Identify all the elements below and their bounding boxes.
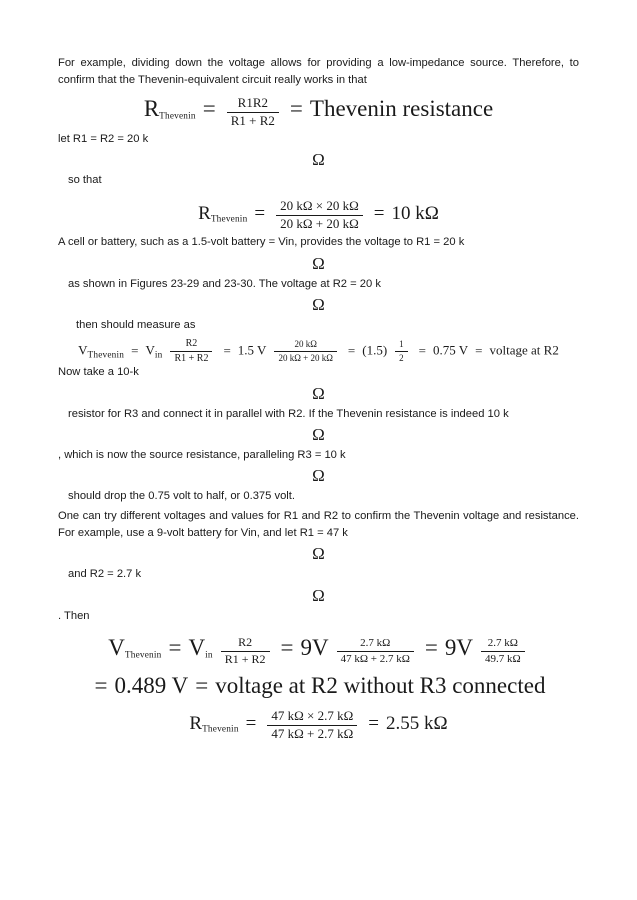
equals-sign: = bbox=[280, 635, 294, 661]
equation4-fraction-3 bbox=[481, 637, 525, 665]
equation3-rhs-text: voltage at R2 bbox=[489, 342, 559, 358]
equals-sign: = bbox=[223, 342, 231, 358]
equation4-fraction3-denominator: 49.7 kΩ bbox=[485, 652, 521, 665]
equation4-lhs-variable: V bbox=[108, 635, 125, 661]
paragraph-should-drop: should drop the 0.75 volt to half, or 0.375 volt. bbox=[68, 490, 296, 503]
equation3-vin-subscript: in bbox=[154, 350, 163, 361]
equation2-lhs-subscript: Thevenin bbox=[210, 215, 248, 226]
paragraph-source-resistance: , which is now the source resistance, paralleling R3 = 10 k bbox=[58, 448, 346, 461]
equation3-fraction1-denominator: R1 + R2 bbox=[174, 352, 209, 364]
paragraph-different-voltages: One can try different voltages and values for R1 and R2 to confirm the Thevenin voltage and resistance. For example, use a 9-volt battery for Vin, and let R1 = 47 k bbox=[58, 509, 579, 540]
equation2-result: 10 kΩ bbox=[391, 203, 439, 225]
paragraph-figures-reference: as shown in Figures 23-29 and 23-30. The voltage at R2 = 20 k bbox=[68, 277, 381, 290]
paragraph-let-r1-r2: let R1 = R2 = 20 k bbox=[58, 132, 149, 145]
equation4-fraction-1 bbox=[221, 636, 270, 667]
equals-sign: = bbox=[168, 635, 182, 661]
paragraph-and-r2: and R2 = 2.7 k bbox=[68, 568, 142, 581]
paragraph-so-that: so that bbox=[68, 173, 102, 186]
equation3-fraction3-numerator: 1 bbox=[395, 339, 408, 351]
equals-sign: = bbox=[131, 342, 139, 358]
equation2-lhs-variable: R bbox=[198, 203, 211, 225]
equation3-fraction-1 bbox=[170, 338, 212, 364]
equation4-fraction2-numerator: 2.7 kΩ bbox=[337, 637, 414, 652]
equation4-fraction1-numerator: R2 bbox=[221, 636, 270, 652]
equation3-fraction-3 bbox=[395, 339, 408, 363]
equation3-fraction2-denominator: 20 kΩ + 20 kΩ bbox=[278, 352, 333, 363]
equation4-fraction3-numerator: 2.7 kΩ bbox=[481, 637, 525, 652]
equation6-numerator: 47 kΩ × 2.7 kΩ bbox=[267, 709, 357, 726]
paragraph-intro: For example, dividing down the voltage allows for providing a low-impedance source. Therefore, to confirm that the Thevenin-equivalent circuit really works in that bbox=[58, 57, 579, 87]
paragraph-then-measure: then should measure as bbox=[76, 318, 196, 331]
equals-sign: = bbox=[424, 635, 438, 661]
omega-symbol-4: Ω bbox=[312, 383, 325, 403]
equals-sign: = bbox=[94, 672, 108, 698]
equation4-mid2-value: 9V bbox=[444, 635, 474, 661]
equation3-mid-value: 1.5 V bbox=[237, 342, 267, 358]
equation3-result: 0.75 V bbox=[433, 342, 469, 358]
equals-sign: = bbox=[368, 712, 379, 734]
equals-sign: = bbox=[254, 203, 266, 225]
equation6-result: 2.55 kΩ bbox=[386, 712, 448, 734]
omega-symbol-5: Ω bbox=[312, 424, 325, 444]
equation3-fraction1-numerator: R2 bbox=[170, 338, 212, 352]
paragraph-take-10k: Now take a 10-k bbox=[58, 366, 139, 379]
equation3-fraction2-numerator: 20 kΩ bbox=[274, 339, 336, 351]
equals-sign: = bbox=[195, 672, 209, 698]
paragraph-cell-battery: A cell or battery, such as a 1.5-volt battery = Vin, provides the voltage to R1 = 20 k bbox=[58, 236, 465, 249]
equation5-rhs-text: voltage at R2 without R3 connected bbox=[215, 672, 546, 698]
equals-sign: = bbox=[418, 342, 427, 358]
equation4-fraction-2 bbox=[337, 637, 414, 665]
equation2-fraction bbox=[276, 199, 363, 232]
omega-symbol-3: Ω bbox=[312, 294, 325, 314]
equals-sign: = bbox=[289, 95, 303, 121]
equation4-mid-value: 9V bbox=[300, 635, 329, 661]
equals-sign: = bbox=[373, 203, 385, 225]
equation1-numerator: R1R2 bbox=[227, 96, 279, 113]
equation6-lhs-subscript: Thevenin bbox=[202, 724, 239, 735]
equation4-fraction1-denominator: R1 + R2 bbox=[224, 651, 266, 666]
equation4-fraction2-denominator: 47 kΩ + 2.7 kΩ bbox=[340, 652, 410, 665]
equation6-fraction bbox=[267, 709, 357, 742]
paragraph-then: . Then bbox=[58, 609, 90, 622]
equation-thevenin-resistance-20k bbox=[58, 199, 579, 232]
equation3-fraction-2 bbox=[274, 339, 336, 363]
equation1-rhs-text: Thevenin resistance bbox=[309, 95, 494, 121]
equation6-denominator: 47 kΩ + 2.7 kΩ bbox=[271, 725, 354, 741]
equation1-fraction bbox=[227, 96, 279, 129]
equation-result-voltage-r2 bbox=[58, 673, 579, 699]
omega-symbol-7: Ω bbox=[312, 544, 325, 564]
equation3-fraction3-denominator: 2 bbox=[399, 352, 404, 363]
equation1-denominator: R1 + R2 bbox=[230, 112, 275, 128]
equation4-lhs-subscript: Thevenin bbox=[124, 650, 162, 661]
equation-thevenin-voltage-20k bbox=[58, 338, 579, 364]
omega-symbol-2: Ω bbox=[312, 253, 325, 273]
equals-sign: = bbox=[245, 712, 257, 734]
equation5-value: 0.489 V bbox=[114, 672, 189, 698]
equation3-vin-variable: V bbox=[145, 342, 155, 358]
equation-thevenin-voltage-9v bbox=[58, 635, 579, 667]
equals-sign: = bbox=[202, 95, 216, 121]
equation1-lhs-variable: R bbox=[143, 95, 160, 121]
equation2-numerator: 20 kΩ × 20 kΩ bbox=[276, 199, 363, 216]
equation2-denominator: 20 kΩ + 20 kΩ bbox=[280, 216, 359, 232]
paragraph-resistor-r3: resistor for R3 and connect it in parallel with R2. If the Thevenin resistance is indeed 10 k bbox=[68, 407, 509, 420]
equation6-lhs-variable: R bbox=[189, 712, 203, 734]
equation-thevenin-resistance-47k bbox=[58, 709, 579, 742]
equals-sign: = bbox=[475, 342, 483, 358]
omega-symbol-1: Ω bbox=[312, 149, 325, 169]
omega-symbol-6: Ω bbox=[312, 466, 325, 486]
equation4-vin-variable: V bbox=[188, 635, 206, 661]
equals-sign: = bbox=[347, 342, 356, 358]
equation4-vin-subscript: in bbox=[205, 650, 213, 661]
equation1-lhs-subscript: Thevenin bbox=[159, 111, 196, 122]
equation3-coefficient: (1.5) bbox=[362, 342, 388, 358]
equation3-lhs-subscript: Thevenin bbox=[87, 350, 125, 361]
omega-symbol-8: Ω bbox=[312, 585, 325, 605]
equation3-lhs-variable: V bbox=[78, 342, 88, 358]
equation-thevenin-resistance-formula bbox=[58, 96, 579, 129]
